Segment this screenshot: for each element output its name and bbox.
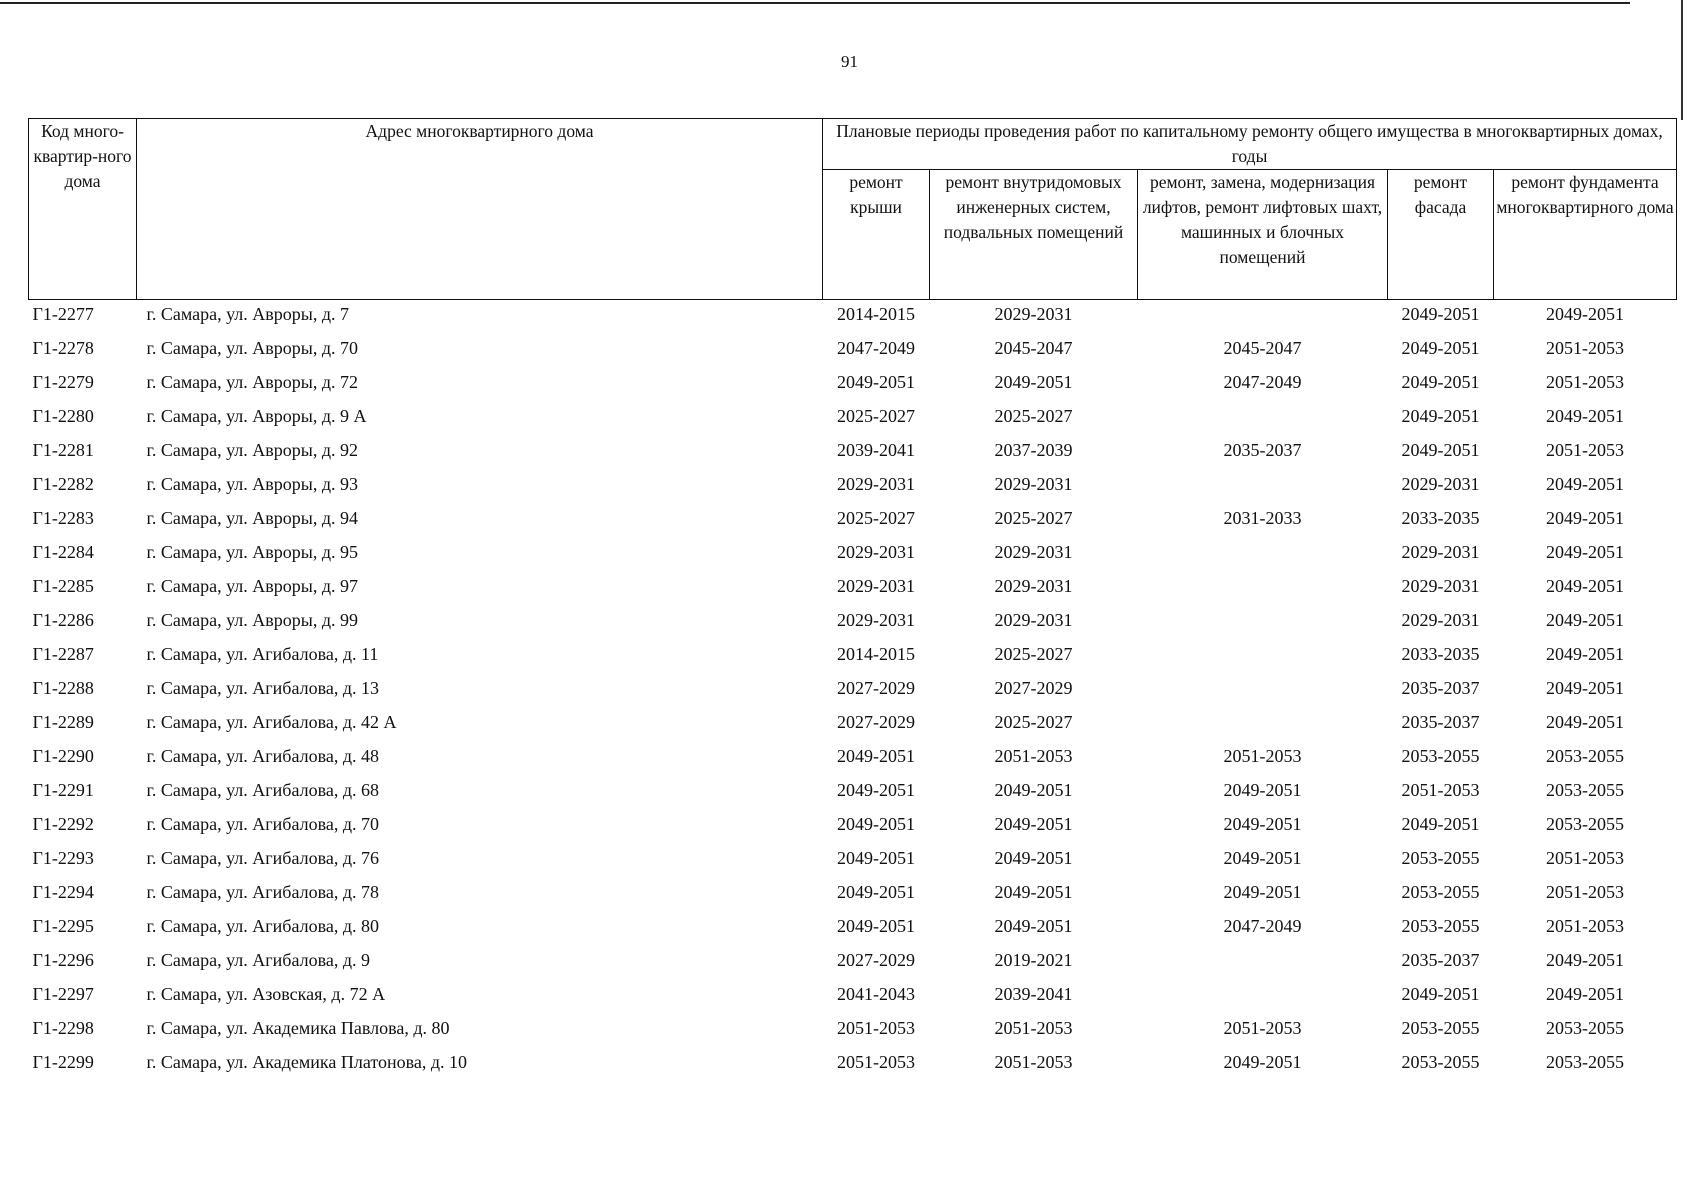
cell-code: Г1-2290 xyxy=(32,746,94,766)
header-periods-group: Плановые периоды проведения работ по капитальному ремонту общего имущества в многоквартирных домах, годы xyxy=(823,119,1677,170)
cell-engineering: 2029-2031 xyxy=(994,610,1073,630)
table-row xyxy=(29,1017,1677,1051)
cell-elevators xyxy=(1138,711,1388,745)
cell-engineering: 2051-2053 xyxy=(994,746,1073,766)
cell-code: Г1-2295 xyxy=(32,916,94,936)
cell-address: г. Самара, ул. Авроры, д. 70 xyxy=(146,338,359,358)
cell-code: Г1-2283 xyxy=(32,508,94,528)
cell-code: Г1-2299 xyxy=(32,1052,94,1072)
cell-facade: 2029-2031 xyxy=(1401,542,1480,562)
cell-engineering: 2029-2031 xyxy=(994,474,1073,494)
cell-elevators xyxy=(1138,643,1388,677)
cell-foundation: 2049-2051 xyxy=(1546,508,1625,528)
repair-schedule-sheet xyxy=(28,118,1676,1085)
cell-engineering: 2029-2031 xyxy=(994,304,1073,324)
header-engineering: ремонт внутридомовых инженерных систем, подвальных помещений xyxy=(930,170,1138,300)
cell-address: г. Самара, ул. Агибалова, д. 9 xyxy=(146,950,370,970)
cell-engineering: 2049-2051 xyxy=(994,848,1073,868)
cell-address: г. Самара, ул. Авроры, д. 95 xyxy=(146,542,359,562)
cell-engineering: 2049-2051 xyxy=(994,780,1073,800)
header-roof: ремонт крыши xyxy=(823,170,930,300)
table-row xyxy=(29,847,1677,881)
cell-foundation: 2051-2053 xyxy=(1546,372,1625,392)
cell-elevators: 2049-2051 xyxy=(1223,1052,1302,1072)
cell-code: Г1-2280 xyxy=(32,406,94,426)
cell-roof: 2029-2031 xyxy=(837,576,915,596)
cell-foundation: 2051-2053 xyxy=(1546,882,1625,902)
cell-foundation: 2049-2051 xyxy=(1546,950,1625,970)
table-row xyxy=(29,473,1677,507)
header-code: Код много-квартир-ного дома xyxy=(29,119,137,300)
cell-address: г. Самара, ул. Агибалова, д. 11 xyxy=(146,644,379,664)
cell-facade: 2029-2031 xyxy=(1401,576,1480,596)
table-row xyxy=(29,711,1677,745)
cell-foundation: 2051-2053 xyxy=(1546,338,1625,358)
cell-foundation: 2049-2051 xyxy=(1546,304,1625,324)
table-row xyxy=(29,949,1677,983)
cell-facade: 2035-2037 xyxy=(1401,678,1480,698)
cell-address: г. Самара, ул. Азовская, д. 72 А xyxy=(146,984,386,1004)
page-number: 91 xyxy=(841,52,858,71)
cell-foundation: 2051-2053 xyxy=(1546,848,1625,868)
cell-address: г. Самара, ул. Агибалова, д. 42 А xyxy=(146,712,397,732)
header-address: Адрес многоквартирного дома xyxy=(137,119,823,300)
cell-facade: 2049-2051 xyxy=(1401,338,1480,358)
cell-roof: 2049-2051 xyxy=(837,746,915,766)
cell-address: г. Самара, ул. Авроры, д. 93 xyxy=(146,474,359,494)
cell-code: Г1-2292 xyxy=(32,814,94,834)
table-row xyxy=(29,745,1677,779)
cell-elevators xyxy=(1138,983,1388,1017)
cell-roof: 2051-2053 xyxy=(837,1018,915,1038)
cell-engineering: 2025-2027 xyxy=(994,508,1073,528)
cell-address: г. Самара, ул. Авроры, д. 97 xyxy=(146,576,359,596)
table-row xyxy=(29,643,1677,677)
cell-facade: 2035-2037 xyxy=(1401,950,1480,970)
header-elevators: ремонт, замена, модернизация лифтов, ремонт лифтовых шахт, машинных и блочных помещений xyxy=(1138,170,1388,300)
cell-engineering: 2027-2029 xyxy=(994,678,1073,698)
top-rule xyxy=(0,2,1630,4)
cell-code: Г1-2287 xyxy=(32,644,94,664)
table-row xyxy=(29,1051,1677,1085)
cell-roof: 2029-2031 xyxy=(837,610,915,630)
cell-foundation: 2053-2055 xyxy=(1546,1018,1625,1038)
cell-roof: 2029-2031 xyxy=(837,474,915,494)
cell-roof: 2049-2051 xyxy=(837,372,915,392)
cell-roof: 2029-2031 xyxy=(837,542,915,562)
cell-facade: 2049-2051 xyxy=(1401,814,1480,834)
cell-roof: 2049-2051 xyxy=(837,780,915,800)
cell-facade: 2053-2055 xyxy=(1401,916,1480,936)
cell-foundation: 2053-2055 xyxy=(1546,1052,1625,1072)
cell-facade: 2053-2055 xyxy=(1401,1018,1480,1038)
cell-address: г. Самара, ул. Агибалова, д. 13 xyxy=(146,678,379,698)
cell-foundation: 2049-2051 xyxy=(1546,576,1625,596)
cell-address: г. Самара, ул. Агибалова, д. 80 xyxy=(146,916,379,936)
cell-roof: 2025-2027 xyxy=(837,508,915,528)
cell-address: г. Самара, ул. Академика Павлова, д. 80 xyxy=(146,1018,450,1038)
cell-roof: 2027-2029 xyxy=(837,950,915,970)
cell-code: Г1-2277 xyxy=(32,304,94,324)
cell-engineering: 2049-2051 xyxy=(994,372,1073,392)
table-row xyxy=(29,881,1677,915)
table-row xyxy=(29,609,1677,643)
cell-roof: 2014-2015 xyxy=(837,644,915,664)
cell-foundation: 2049-2051 xyxy=(1546,678,1625,698)
cell-foundation: 2049-2051 xyxy=(1546,712,1625,732)
cell-foundation: 2049-2051 xyxy=(1546,644,1625,664)
cell-code: Г1-2288 xyxy=(32,678,94,698)
cell-engineering: 2025-2027 xyxy=(994,644,1073,664)
table-row xyxy=(29,371,1677,405)
cell-facade: 2029-2031 xyxy=(1401,474,1480,494)
cell-elevators: 2045-2047 xyxy=(1223,338,1302,358)
cell-elevators: 2031-2033 xyxy=(1223,508,1302,528)
cell-roof: 2027-2029 xyxy=(837,678,915,698)
cell-facade: 2033-2035 xyxy=(1401,508,1480,528)
cell-foundation: 2053-2055 xyxy=(1546,780,1625,800)
cell-address: г. Самара, ул. Агибалова, д. 70 xyxy=(146,814,379,834)
cell-engineering: 2051-2053 xyxy=(994,1018,1073,1038)
cell-facade: 2053-2055 xyxy=(1401,746,1480,766)
cell-code: Г1-2279 xyxy=(32,372,94,392)
header-foundation: ремонт фундамента многоквартирного дома xyxy=(1494,170,1677,300)
cell-roof: 2025-2027 xyxy=(837,406,915,426)
cell-roof: 2051-2053 xyxy=(837,1052,915,1072)
cell-foundation: 2051-2053 xyxy=(1546,440,1625,460)
table-row xyxy=(29,575,1677,609)
cell-foundation: 2049-2051 xyxy=(1546,984,1625,1004)
cell-engineering: 2049-2051 xyxy=(994,916,1073,936)
cell-facade: 2049-2051 xyxy=(1401,372,1480,392)
cell-address: г. Самара, ул. Авроры, д. 7 xyxy=(146,304,350,324)
cell-code: Г1-2289 xyxy=(32,712,94,732)
cell-foundation: 2053-2055 xyxy=(1546,746,1625,766)
cell-roof: 2027-2029 xyxy=(837,712,915,732)
cell-code: Г1-2297 xyxy=(32,984,94,1004)
table-row xyxy=(29,779,1677,813)
cell-engineering: 2025-2027 xyxy=(994,712,1073,732)
header-facade: ремонт фасада xyxy=(1388,170,1494,300)
cell-engineering: 2029-2031 xyxy=(994,542,1073,562)
cell-elevators xyxy=(1138,677,1388,711)
header-row-top xyxy=(29,119,1677,170)
cell-roof: 2049-2051 xyxy=(837,848,915,868)
cell-facade: 2049-2051 xyxy=(1401,304,1480,324)
cell-address: г. Самара, ул. Агибалова, д. 78 xyxy=(146,882,379,902)
cell-engineering: 2025-2027 xyxy=(994,406,1073,426)
cell-facade: 2035-2037 xyxy=(1401,712,1480,732)
cell-facade: 2053-2055 xyxy=(1401,1052,1480,1072)
cell-facade: 2051-2053 xyxy=(1401,780,1480,800)
table-row xyxy=(29,507,1677,541)
cell-roof: 2039-2041 xyxy=(837,440,915,460)
cell-address: г. Самара, ул. Авроры, д. 92 xyxy=(146,440,359,460)
table-row xyxy=(29,405,1677,439)
cell-elevators: 2035-2037 xyxy=(1223,440,1302,460)
table-row xyxy=(29,915,1677,949)
table-row xyxy=(29,300,1677,338)
cell-code: Г1-2294 xyxy=(32,882,94,902)
cell-facade: 2053-2055 xyxy=(1401,882,1480,902)
cell-elevators: 2049-2051 xyxy=(1223,780,1302,800)
cell-foundation: 2049-2051 xyxy=(1546,406,1625,426)
table-row xyxy=(29,337,1677,371)
cell-roof: 2049-2051 xyxy=(837,916,915,936)
cell-foundation: 2049-2051 xyxy=(1546,474,1625,494)
cell-elevators: 2047-2049 xyxy=(1223,916,1302,936)
cell-engineering: 2045-2047 xyxy=(994,338,1073,358)
cell-code: Г1-2282 xyxy=(32,474,94,494)
cell-code: Г1-2285 xyxy=(32,576,94,596)
cell-code: Г1-2278 xyxy=(32,338,94,358)
cell-engineering: 2029-2031 xyxy=(994,576,1073,596)
cell-address: г. Самара, ул. Академика Платонова, д. 10 xyxy=(146,1052,468,1072)
cell-engineering: 2037-2039 xyxy=(994,440,1073,460)
cell-address: г. Самара, ул. Агибалова, д. 76 xyxy=(146,848,379,868)
cell-elevators xyxy=(1138,575,1388,609)
cell-code: Г1-2284 xyxy=(32,542,94,562)
cell-engineering: 2049-2051 xyxy=(994,882,1073,902)
cell-elevators xyxy=(1138,300,1388,338)
cell-foundation: 2053-2055 xyxy=(1546,814,1625,834)
cell-roof: 2049-2051 xyxy=(837,882,915,902)
cell-roof: 2041-2043 xyxy=(837,984,915,1004)
repair-schedule-table xyxy=(28,118,1677,1085)
cell-roof: 2047-2049 xyxy=(837,338,915,358)
cell-elevators: 2049-2051 xyxy=(1223,814,1302,834)
cell-elevators xyxy=(1138,949,1388,983)
table-row xyxy=(29,439,1677,473)
cell-address: г. Самара, ул. Авроры, д. 94 xyxy=(146,508,359,528)
cell-engineering: 2049-2051 xyxy=(994,814,1073,834)
table-row xyxy=(29,983,1677,1017)
cell-elevators: 2049-2051 xyxy=(1223,848,1302,868)
cell-elevators: 2051-2053 xyxy=(1223,746,1302,766)
cell-elevators: 2051-2053 xyxy=(1223,1018,1302,1038)
cell-address: г. Самара, ул. Авроры, д. 99 xyxy=(146,610,359,630)
cell-foundation: 2049-2051 xyxy=(1546,542,1625,562)
cell-code: Г1-2293 xyxy=(32,848,94,868)
cell-facade: 2033-2035 xyxy=(1401,644,1480,664)
cell-address: г. Самара, ул. Агибалова, д. 48 xyxy=(146,746,379,766)
cell-facade: 2049-2051 xyxy=(1401,406,1480,426)
cell-engineering: 2039-2041 xyxy=(994,984,1073,1004)
cell-roof: 2014-2015 xyxy=(837,304,915,324)
cell-elevators: 2049-2051 xyxy=(1223,882,1302,902)
cell-code: Г1-2286 xyxy=(32,610,94,630)
cell-code: Г1-2291 xyxy=(32,780,94,800)
table-row xyxy=(29,813,1677,847)
cell-code: Г1-2298 xyxy=(32,1018,94,1038)
table-body xyxy=(29,300,1677,1086)
table-row xyxy=(29,677,1677,711)
cell-address: г. Самара, ул. Авроры, д. 9 А xyxy=(146,406,367,426)
cell-foundation: 2049-2051 xyxy=(1546,610,1625,630)
cell-foundation: 2051-2053 xyxy=(1546,916,1625,936)
cell-roof: 2049-2051 xyxy=(837,814,915,834)
cell-elevators xyxy=(1138,405,1388,439)
cell-facade: 2049-2051 xyxy=(1401,440,1480,460)
cell-engineering: 2019-2021 xyxy=(994,950,1073,970)
cell-elevators xyxy=(1138,541,1388,575)
cell-engineering: 2051-2053 xyxy=(994,1052,1073,1072)
cell-address: г. Самара, ул. Авроры, д. 72 xyxy=(146,372,359,392)
cell-elevators: 2047-2049 xyxy=(1223,372,1302,392)
cell-code: Г1-2281 xyxy=(32,440,94,460)
cell-code: Г1-2296 xyxy=(32,950,94,970)
table-row xyxy=(29,541,1677,575)
cell-facade: 2049-2051 xyxy=(1401,984,1480,1004)
cell-facade: 2029-2031 xyxy=(1401,610,1480,630)
cell-elevators xyxy=(1138,473,1388,507)
cell-elevators xyxy=(1138,609,1388,643)
cell-address: г. Самара, ул. Агибалова, д. 68 xyxy=(146,780,379,800)
cell-facade: 2053-2055 xyxy=(1401,848,1480,868)
